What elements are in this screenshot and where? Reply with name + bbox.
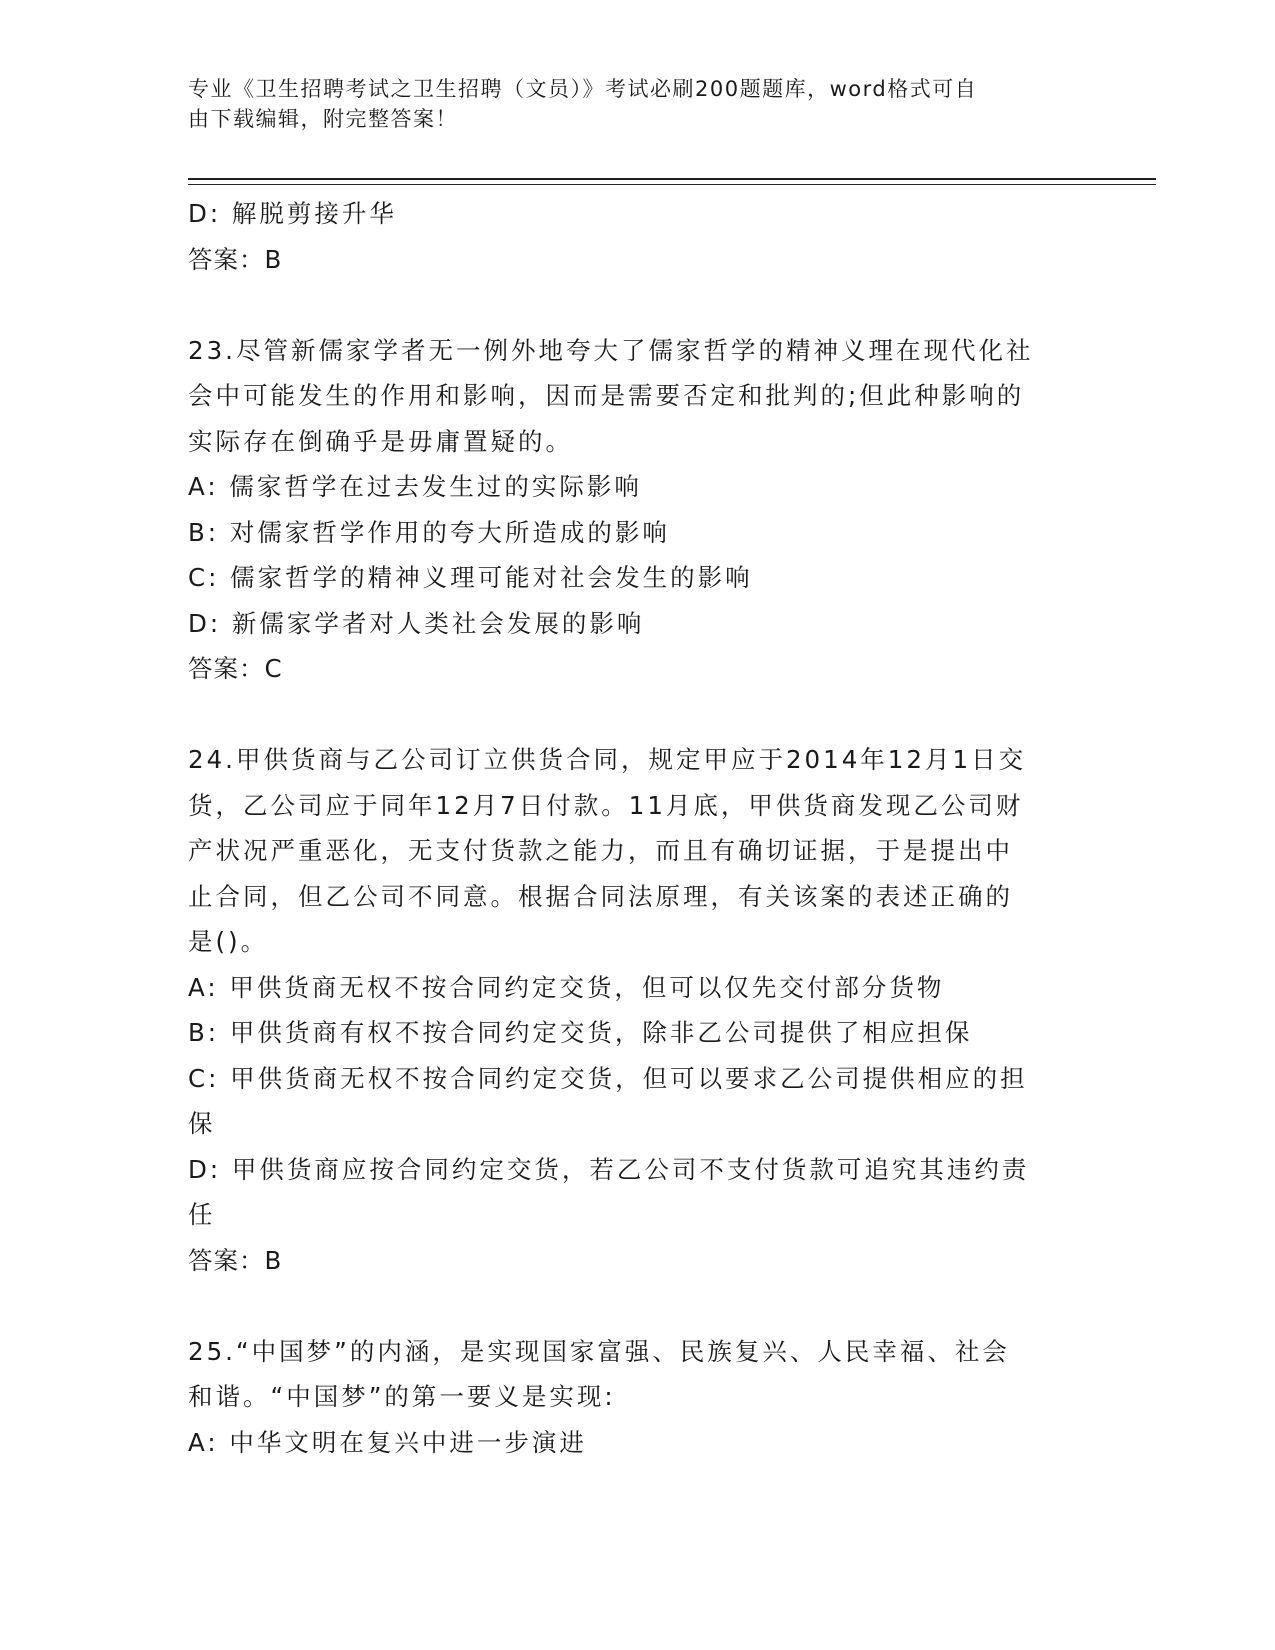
question-24	[188, 737, 1088, 1283]
document-body	[188, 191, 1088, 1465]
header-divider-thick	[188, 178, 1156, 180]
header-title-line-2: 由下载编辑，附完整答案！	[188, 107, 458, 131]
option-d: D: 新儒家学者对人类社会发展的影响	[188, 608, 645, 638]
option-d-continuation: 任	[188, 1200, 216, 1229]
option-c: C: 甲供货商无权不按合同约定交货，但可以要求乙公司提供相应的担	[188, 1063, 1028, 1093]
question-stem-line: 会中可能发生的作用和影响，因而是需要否定和批判的;但此种影响的	[188, 381, 1025, 410]
option-d: D: 解脱剪接升华	[188, 199, 397, 228]
question-stem-line: 是()。	[188, 927, 269, 956]
question-stem-line: 实际存在倒确乎是毋庸置疑的。	[188, 426, 573, 456]
question-stem-line: 23.尽管新儒家学者无一例外地夸大了儒家哲学的精神义理在现代化社	[188, 335, 1034, 365]
question-stem-line: 和谐。“中国梦”的第一要义是实现:	[188, 1382, 616, 1411]
header-title-line-1: 专业《卫生招聘考试之卫生招聘（文员）》考试必刷200题题库，word格式可自	[188, 77, 978, 101]
question-stem-line: 止合同，但乙公司不同意。根据合同法原理，有关该案的表述正确的	[188, 881, 1013, 911]
header-divider-thin	[188, 184, 1156, 185]
option-a: A: 甲供货商无权不按合同约定交货，但可以仅先交付部分货物	[188, 972, 945, 1002]
question-23	[188, 328, 1088, 692]
spacer	[188, 692, 1088, 738]
spacer	[188, 1283, 1088, 1329]
spacer	[188, 282, 1088, 328]
option-a: A: 儒家哲学在过去发生过的实际影响	[188, 472, 642, 501]
option-d: D: 甲供货商应按合同约定交货，若乙公司不支付货款可追究其违约责	[188, 1154, 1030, 1184]
option-a: A: 中华文明在复兴中进一步演进	[188, 1427, 587, 1457]
question-25	[188, 1329, 1088, 1466]
question-stem-line: 货，乙公司应于同年12月7日付款。11月底，甲供货商发现乙公司财	[188, 790, 1024, 820]
question-stem-line: 产状况严重恶化，无支付货款之能力，而且有确切证据，于是提出中	[188, 836, 1013, 865]
option-c-continuation: 保	[188, 1109, 216, 1138]
question-22-tail	[188, 191, 1088, 282]
option-b: B: 甲供货商有权不按合同约定交货，除非乙公司提供了相应担保	[188, 1018, 973, 1047]
option-b: B: 对儒家哲学作用的夸大所造成的影响	[188, 517, 670, 547]
option-c: C: 儒家哲学的精神义理可能对社会发生的影响	[188, 563, 753, 592]
answer-line: 答案：C	[188, 654, 283, 683]
answer-line: 答案：B	[188, 244, 283, 274]
question-stem-line: 25.“中国梦”的内涵，是实现国家富强、民族复兴、人民幸福、社会	[188, 1336, 1010, 1366]
document-header	[188, 74, 1078, 134]
question-stem-line: 24.甲供货商与乙公司订立供货合同，规定甲应于2014年12月1日交	[188, 745, 1027, 774]
answer-line: 答案：B	[188, 1245, 283, 1275]
